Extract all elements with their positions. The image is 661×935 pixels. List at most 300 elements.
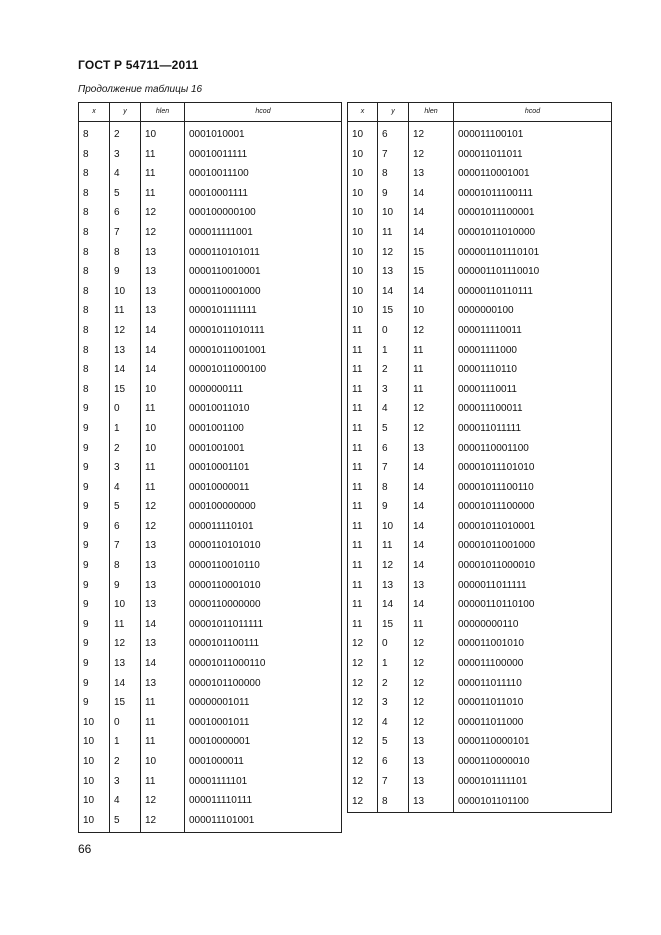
cell-x: 8: [79, 223, 110, 243]
cell-hlen: 14: [409, 556, 454, 576]
table-row: [79, 145, 342, 165]
cell-hlen: 14: [141, 360, 185, 380]
cell-hcod: 00010001111: [185, 184, 342, 204]
cell-hlen: 13: [141, 634, 185, 654]
table-row: [348, 713, 612, 733]
table-row: [348, 321, 612, 341]
cell-y: 10: [110, 282, 141, 302]
cell-hcod: 00010011100: [185, 164, 342, 184]
cell-x: 12: [348, 693, 378, 713]
cell-hlen: 10: [141, 439, 185, 459]
cell-hcod: 00010000001: [185, 732, 342, 752]
cell-y: 1: [110, 419, 141, 439]
cell-hlen: 14: [141, 321, 185, 341]
cell-hcod: 00001011100000: [454, 497, 612, 517]
cell-x: 11: [348, 595, 378, 615]
cell-hlen: 15: [409, 243, 454, 263]
cell-hcod: 000100000100: [185, 203, 342, 223]
cell-hlen: 11: [141, 184, 185, 204]
table-row: [79, 439, 342, 459]
cell-y: 0: [378, 321, 409, 341]
cell-hlen: 10: [141, 752, 185, 772]
cell-x: 10: [79, 811, 110, 833]
cell-x: 11: [348, 321, 378, 341]
cell-y: 0: [378, 634, 409, 654]
cell-hcod: 00001011000110: [185, 654, 342, 674]
cell-x: 9: [79, 458, 110, 478]
cell-hcod: 000011110101: [185, 517, 342, 537]
cell-hcod: 0000101101100: [454, 791, 612, 813]
cell-x: 9: [79, 556, 110, 576]
cell-x: 8: [79, 321, 110, 341]
cell-y: 2: [378, 674, 409, 694]
cell-hlen: 13: [141, 262, 185, 282]
cell-hcod: 00001011001001: [185, 341, 342, 361]
cell-hcod: 000011011111: [454, 419, 612, 439]
cell-y: 3: [378, 693, 409, 713]
cell-y: 9: [378, 184, 409, 204]
cell-hlen: 14: [141, 615, 185, 635]
cell-x: 10: [348, 301, 378, 321]
cell-hcod: 0000110000010: [454, 752, 612, 772]
cell-x: 8: [79, 203, 110, 223]
table-row: [348, 282, 612, 302]
table-row: [79, 674, 342, 694]
cell-hlen: 11: [409, 360, 454, 380]
cell-y: 13: [378, 576, 409, 596]
cell-x: 10: [79, 791, 110, 811]
column-header-hcod: hcod: [185, 103, 342, 122]
table-row: [348, 517, 612, 537]
cell-hlen: 13: [141, 301, 185, 321]
cell-x: 11: [348, 556, 378, 576]
cell-x: 10: [79, 713, 110, 733]
cell-hlen: 10: [141, 419, 185, 439]
cell-hcod: 000011011110: [454, 674, 612, 694]
cell-y: 6: [378, 439, 409, 459]
table-row: [348, 615, 612, 635]
cell-x: 9: [79, 497, 110, 517]
table-row: [79, 693, 342, 713]
cell-y: 12: [378, 556, 409, 576]
cell-x: 9: [79, 419, 110, 439]
cell-hlen: 11: [409, 380, 454, 400]
cell-x: 9: [79, 478, 110, 498]
cell-hlen: 12: [141, 517, 185, 537]
cell-y: 6: [378, 752, 409, 772]
cell-x: 11: [348, 615, 378, 635]
cell-y: 9: [110, 262, 141, 282]
table-row: [79, 262, 342, 282]
cell-x: 11: [348, 360, 378, 380]
table-row: [79, 184, 342, 204]
cell-y: 9: [110, 576, 141, 596]
cell-x: 12: [348, 772, 378, 792]
cell-hcod: 000011011011: [454, 145, 612, 165]
table-left-body: [79, 122, 342, 833]
cell-y: 7: [110, 223, 141, 243]
cell-x: 8: [79, 145, 110, 165]
table-row: [79, 615, 342, 635]
cell-x: 12: [348, 654, 378, 674]
table-row: [79, 791, 342, 811]
cell-y: 7: [378, 772, 409, 792]
cell-x: 9: [79, 615, 110, 635]
table-row: [79, 164, 342, 184]
cell-hcod: 000011101001: [185, 811, 342, 833]
cell-hlen: 13: [409, 576, 454, 596]
cell-y: 13: [110, 341, 141, 361]
cell-x: 11: [348, 458, 378, 478]
cell-hcod: 000011011000: [454, 713, 612, 733]
cell-hlen: 14: [409, 497, 454, 517]
cell-hcod: 0000101100111: [185, 634, 342, 654]
cell-hlen: 12: [141, 791, 185, 811]
cell-hcod: 00000110110111: [454, 282, 612, 302]
cell-hcod: 00001011100001: [454, 203, 612, 223]
cell-y: 3: [110, 145, 141, 165]
cell-y: 3: [378, 380, 409, 400]
cell-hcod: 00001110110: [454, 360, 612, 380]
table-right: [347, 102, 612, 813]
cell-hlen: 15: [409, 262, 454, 282]
cell-hcod: 0001010001: [185, 122, 342, 145]
cell-hlen: 14: [409, 536, 454, 556]
cell-y: 15: [110, 380, 141, 400]
table-row: [79, 634, 342, 654]
table-row: [348, 380, 612, 400]
cell-hlen: 12: [409, 122, 454, 145]
cell-hlen: 13: [409, 732, 454, 752]
cell-hcod: 000011111001: [185, 223, 342, 243]
table-row: [348, 576, 612, 596]
cell-hlen: 12: [409, 634, 454, 654]
cell-hlen: 14: [141, 654, 185, 674]
cell-hcod: 00001011010000: [454, 223, 612, 243]
cell-hcod: 000001101110010: [454, 262, 612, 282]
table-right-body: [348, 122, 612, 813]
cell-y: 10: [110, 595, 141, 615]
cell-y: 5: [378, 419, 409, 439]
cell-hlen: 11: [409, 341, 454, 361]
cell-y: 13: [110, 654, 141, 674]
cell-hcod: 00000110110100: [454, 595, 612, 615]
cell-hcod: 0000110001010: [185, 576, 342, 596]
cell-hcod: 00000001011: [185, 693, 342, 713]
table-row: [348, 360, 612, 380]
cell-y: 0: [110, 399, 141, 419]
cell-y: 14: [110, 674, 141, 694]
table-header-row: [348, 103, 612, 122]
cell-hcod: 0001001001: [185, 439, 342, 459]
cell-hlen: 10: [409, 301, 454, 321]
cell-hlen: 12: [141, 811, 185, 833]
cell-hlen: 11: [141, 693, 185, 713]
cell-x: 9: [79, 517, 110, 537]
cell-hcod: 000001101110101: [454, 243, 612, 263]
cell-hcod: 000011110011: [454, 321, 612, 341]
cell-hlen: 13: [409, 439, 454, 459]
cell-x: 10: [348, 145, 378, 165]
cell-x: 9: [79, 576, 110, 596]
cell-x: 10: [348, 282, 378, 302]
cell-hlen: 12: [409, 674, 454, 694]
cell-x: 11: [348, 380, 378, 400]
table-row: [348, 341, 612, 361]
cell-y: 15: [378, 301, 409, 321]
page-number: 66: [78, 842, 92, 856]
cell-y: 8: [378, 164, 409, 184]
cell-y: 5: [378, 732, 409, 752]
cell-hlen: 13: [409, 791, 454, 813]
table-row: [348, 693, 612, 713]
cell-hcod: 000100000000: [185, 497, 342, 517]
cell-hlen: 14: [409, 595, 454, 615]
cell-hlen: 14: [409, 478, 454, 498]
cell-y: 11: [378, 536, 409, 556]
table-row: [348, 458, 612, 478]
cell-hlen: 12: [141, 203, 185, 223]
table-row: [79, 399, 342, 419]
cell-hlen: 13: [409, 752, 454, 772]
cell-hcod: 000011110111: [185, 791, 342, 811]
cell-x: 10: [79, 772, 110, 792]
cell-hlen: 13: [409, 164, 454, 184]
cell-x: 8: [79, 301, 110, 321]
cell-hcod: 00001011000100: [185, 360, 342, 380]
cell-y: 8: [110, 243, 141, 263]
cell-y: 7: [378, 145, 409, 165]
table-row: [348, 752, 612, 772]
table-row: [348, 772, 612, 792]
cell-y: 6: [378, 122, 409, 145]
cell-hcod: 00001011101010: [454, 458, 612, 478]
cell-hlen: 12: [409, 713, 454, 733]
cell-hlen: 11: [141, 399, 185, 419]
cell-x: 8: [79, 122, 110, 145]
cell-y: 5: [110, 184, 141, 204]
cell-x: 8: [79, 380, 110, 400]
cell-hcod: 0000101100000: [185, 674, 342, 694]
table-row: [79, 458, 342, 478]
cell-y: 15: [378, 615, 409, 635]
table-row: [348, 791, 612, 813]
cell-hlen: 11: [141, 145, 185, 165]
table-row: [79, 654, 342, 674]
table-row: [348, 732, 612, 752]
table-row: [348, 439, 612, 459]
table-row: [79, 713, 342, 733]
cell-hcod: 0000000100: [454, 301, 612, 321]
cell-hlen: 12: [409, 419, 454, 439]
cell-y: 4: [110, 164, 141, 184]
cell-hlen: 14: [409, 282, 454, 302]
cell-hcod: 000011011010: [454, 693, 612, 713]
table-row: [348, 674, 612, 694]
table-row: [348, 556, 612, 576]
cell-x: 9: [79, 439, 110, 459]
cell-y: 4: [378, 713, 409, 733]
cell-hcod: 00001011100111: [454, 184, 612, 204]
cell-hlen: 11: [141, 478, 185, 498]
cell-hlen: 12: [141, 223, 185, 243]
cell-hlen: 10: [141, 122, 185, 145]
cell-y: 15: [110, 693, 141, 713]
column-header-y: y: [378, 103, 409, 122]
document-title: ГОСТ Р 54711—2011: [78, 58, 199, 72]
cell-hlen: 13: [141, 576, 185, 596]
cell-x: 10: [79, 752, 110, 772]
table-row: [348, 654, 612, 674]
column-header-y: y: [110, 103, 141, 122]
cell-y: 4: [378, 399, 409, 419]
table-row: [79, 497, 342, 517]
table-row: [79, 321, 342, 341]
cell-x: 12: [348, 674, 378, 694]
cell-x: 11: [348, 497, 378, 517]
cell-hcod: 0000110101011: [185, 243, 342, 263]
cell-hcod: 0000110001100: [454, 439, 612, 459]
cell-hlen: 11: [409, 615, 454, 635]
table-row: [79, 360, 342, 380]
cell-hcod: 00001011010001: [454, 517, 612, 537]
cell-hcod: 000011100000: [454, 654, 612, 674]
table-row: [348, 203, 612, 223]
cell-y: 1: [378, 341, 409, 361]
column-header-hcod: hcod: [454, 103, 612, 122]
cell-hlen: 14: [409, 458, 454, 478]
cell-x: 8: [79, 262, 110, 282]
cell-x: 11: [348, 341, 378, 361]
cell-x: 12: [348, 791, 378, 813]
cell-y: 6: [110, 203, 141, 223]
table-caption: Продолжение таблицы 16: [78, 84, 203, 95]
cell-hcod: 0000011011111: [454, 576, 612, 596]
table-row: [79, 243, 342, 263]
cell-hcod: 0000110001000: [185, 282, 342, 302]
table-row: [79, 380, 342, 400]
cell-y: 12: [378, 243, 409, 263]
cell-hlen: 12: [409, 321, 454, 341]
cell-hlen: 10: [141, 380, 185, 400]
table-left: [78, 102, 342, 833]
cell-hlen: 13: [141, 282, 185, 302]
table-row: [79, 223, 342, 243]
cell-x: 10: [348, 203, 378, 223]
cell-hlen: 12: [141, 497, 185, 517]
cell-hcod: 000011100011: [454, 399, 612, 419]
cell-hlen: 11: [141, 772, 185, 792]
cell-y: 2: [110, 122, 141, 145]
table-row: [79, 419, 342, 439]
column-header-x: x: [79, 103, 110, 122]
cell-x: 9: [79, 654, 110, 674]
cell-y: 5: [110, 811, 141, 833]
cell-x: 9: [79, 634, 110, 654]
cell-hcod: 00001011001000: [454, 536, 612, 556]
cell-x: 10: [348, 122, 378, 145]
cell-hcod: 0001001100: [185, 419, 342, 439]
table-row: [79, 301, 342, 321]
cell-x: 10: [348, 184, 378, 204]
cell-hlen: 13: [141, 243, 185, 263]
cell-hlen: 13: [409, 772, 454, 792]
table-row: [79, 517, 342, 537]
cell-hlen: 14: [409, 517, 454, 537]
table-row: [79, 341, 342, 361]
table-row: [79, 811, 342, 833]
column-header-hlen: hlen: [409, 103, 454, 122]
cell-hcod: 0001000011: [185, 752, 342, 772]
cell-hcod: 00001011000010: [454, 556, 612, 576]
cell-x: 11: [348, 399, 378, 419]
cell-y: 2: [110, 752, 141, 772]
cell-hlen: 12: [409, 399, 454, 419]
cell-y: 10: [378, 203, 409, 223]
cell-x: 11: [348, 439, 378, 459]
cell-y: 7: [110, 536, 141, 556]
cell-hcod: 00001011010111: [185, 321, 342, 341]
cell-x: 9: [79, 399, 110, 419]
table-row: [348, 145, 612, 165]
cell-hlen: 12: [409, 654, 454, 674]
cell-y: 1: [378, 654, 409, 674]
table-row: [348, 164, 612, 184]
cell-x: 10: [348, 262, 378, 282]
table-row: [348, 301, 612, 321]
cell-hlen: 11: [141, 458, 185, 478]
table-row: [348, 399, 612, 419]
cell-hcod: 00001111101: [185, 772, 342, 792]
table-row: [79, 282, 342, 302]
cell-y: 1: [110, 732, 141, 752]
table-row: [348, 478, 612, 498]
cell-hcod: 00010001101: [185, 458, 342, 478]
cell-x: 8: [79, 360, 110, 380]
table-row: [79, 203, 342, 223]
cell-y: 6: [110, 517, 141, 537]
cell-hcod: 0000110000101: [454, 732, 612, 752]
cell-hlen: 11: [141, 164, 185, 184]
cell-y: 9: [378, 497, 409, 517]
table-row: [348, 262, 612, 282]
cell-hlen: 11: [141, 713, 185, 733]
cell-x: 9: [79, 674, 110, 694]
cell-y: 11: [110, 301, 141, 321]
table-header-row: [79, 103, 342, 122]
cell-hcod: 000011100101: [454, 122, 612, 145]
column-header-x: x: [348, 103, 378, 122]
cell-hlen: 12: [409, 693, 454, 713]
cell-x: 11: [348, 576, 378, 596]
cell-hlen: 11: [141, 732, 185, 752]
cell-x: 11: [348, 517, 378, 537]
cell-hcod: 00010011010: [185, 399, 342, 419]
table-row: [348, 243, 612, 263]
cell-y: 8: [110, 556, 141, 576]
cell-x: 10: [348, 243, 378, 263]
table-row: [79, 772, 342, 792]
cell-hcod: 0000110101010: [185, 536, 342, 556]
cell-hcod: 0000110010110: [185, 556, 342, 576]
cell-hcod: 00010001011: [185, 713, 342, 733]
cell-y: 14: [378, 282, 409, 302]
table-row: [348, 184, 612, 204]
cell-x: 8: [79, 243, 110, 263]
cell-x: 10: [348, 223, 378, 243]
cell-y: 2: [378, 360, 409, 380]
cell-hcod: 00001011100110: [454, 478, 612, 498]
